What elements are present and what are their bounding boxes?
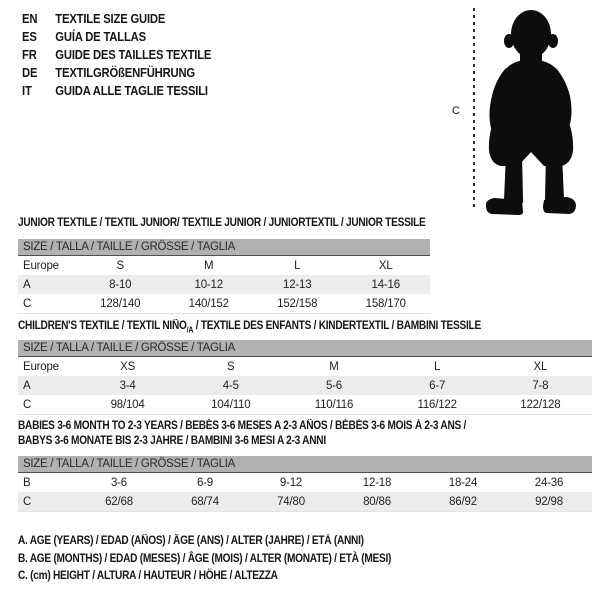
toddler-silhouette-icon bbox=[478, 4, 600, 216]
size-cell: 9-12 bbox=[279, 476, 303, 489]
row-label: A bbox=[18, 275, 76, 294]
size-cell: L bbox=[434, 360, 441, 373]
table-row-age bbox=[18, 275, 430, 294]
row-label: C bbox=[23, 297, 32, 310]
legend-footnotes bbox=[18, 533, 391, 586]
section-title-babies bbox=[18, 419, 466, 449]
size-cell: 6-9 bbox=[196, 476, 214, 489]
size-cell: S bbox=[227, 360, 235, 373]
size-cell: 80/86 bbox=[334, 492, 420, 511]
table-row-height bbox=[18, 492, 592, 511]
size-cell: M bbox=[329, 360, 339, 373]
children-size-table bbox=[18, 340, 592, 415]
size-cell: 24-36 bbox=[534, 476, 564, 489]
language-label: TEXTILGRÖßENFÜHRUNG bbox=[55, 66, 196, 80]
section-title-junior: JUNIOR TEXTILE / TEXTIL JUNIOR/ TEXTILE JUNIOR / JUNIORTEXTIL / JUNIOR TESSILE bbox=[18, 217, 426, 229]
babies-size-grid bbox=[18, 473, 592, 511]
row-label: Europe bbox=[23, 259, 59, 272]
size-cell: 104/110 bbox=[211, 398, 251, 411]
size-cell: XL bbox=[533, 360, 548, 373]
language-code: DE bbox=[22, 66, 38, 80]
row-label: C bbox=[23, 398, 32, 411]
language-code: EN bbox=[22, 12, 38, 26]
language-title-fr bbox=[22, 46, 211, 64]
table-row-age-months bbox=[18, 473, 592, 492]
size-cell: XS bbox=[120, 360, 136, 373]
language-title-es bbox=[22, 28, 211, 46]
language-code: IT bbox=[22, 84, 32, 98]
size-cell: 12-18 bbox=[362, 476, 392, 489]
size-cell: 5-6 bbox=[282, 376, 385, 395]
title-subscript: /A bbox=[186, 325, 194, 335]
row-label: C bbox=[18, 492, 76, 511]
size-cell: 18-24 bbox=[448, 476, 478, 489]
row-label: Europe bbox=[23, 360, 59, 373]
table-row-europe bbox=[18, 256, 430, 275]
size-cell: 6-7 bbox=[386, 376, 489, 395]
section-title-children bbox=[18, 319, 481, 337]
title-line-2: BABYS 3-6 MONATE BIS 2-3 JAHRE / BAMBINI 3-6 MESI A 2-3 ANNI bbox=[18, 435, 326, 447]
language-label: TEXTILE SIZE GUIDE bbox=[55, 12, 166, 26]
size-cell: 128/140 bbox=[100, 297, 141, 310]
size-cell: 3-4 bbox=[76, 376, 179, 395]
size-header-bar: SIZE / TALLA / TAILLE / GRÖSSE / TAGLIA bbox=[18, 340, 592, 357]
babies-size-table bbox=[18, 456, 592, 512]
table-row-height bbox=[18, 395, 592, 414]
size-cell: 68/74 bbox=[162, 492, 248, 511]
size-cell: 3-6 bbox=[110, 476, 128, 489]
size-cell: 12-13 bbox=[253, 275, 342, 294]
row-label: B bbox=[23, 476, 31, 489]
size-cell: 4-5 bbox=[179, 376, 282, 395]
table-row-height bbox=[18, 294, 430, 313]
language-title-list bbox=[22, 10, 211, 100]
children-size-grid bbox=[18, 357, 592, 414]
table-row-age bbox=[18, 376, 592, 395]
language-code: ES bbox=[22, 30, 37, 44]
language-code: FR bbox=[22, 48, 37, 62]
footnote-c: C. (cm) HEIGHT / ALTURA / HAUTEUR / HÖHE / ALTEZZA bbox=[18, 570, 278, 582]
language-label: GUÍA DE TALLAS bbox=[55, 30, 146, 44]
table-row-europe bbox=[18, 357, 592, 376]
language-label: GUIDE DES TAILLES TEXTILE bbox=[55, 48, 212, 62]
language-title-de bbox=[22, 64, 211, 82]
size-cell: XL bbox=[378, 259, 393, 272]
size-cell: L bbox=[294, 259, 301, 272]
size-cell: 98/104 bbox=[110, 398, 145, 411]
size-cell: 10-12 bbox=[165, 275, 254, 294]
row-label: A bbox=[18, 376, 76, 395]
language-title-en bbox=[22, 10, 211, 28]
size-cell: 92/98 bbox=[506, 492, 592, 511]
size-cell: 62/68 bbox=[76, 492, 162, 511]
size-cell: 86/92 bbox=[420, 492, 506, 511]
size-cell: 158/170 bbox=[365, 297, 406, 310]
size-cell: 110/116 bbox=[314, 398, 354, 411]
title-text: CHILDREN'S TEXTILE / TEXTIL NIÑO bbox=[18, 320, 187, 332]
language-label: GUIDA ALLE TAGLIE TESSILI bbox=[55, 84, 208, 98]
size-cell: 152/158 bbox=[277, 297, 318, 310]
size-cell: 140/152 bbox=[188, 297, 229, 310]
junior-size-table bbox=[18, 239, 430, 314]
size-header-bar: SIZE / TALLA / TAILLE / GRÖSSE / TAGLIA bbox=[18, 239, 430, 256]
title-line-1: BABIES 3-6 MONTH TO 2-3 YEARS / BEBÉS 3-6 MESES A 2-3 AÑOS / BÉBÉS 3-6 MOIS À 2-3 ANS / bbox=[18, 420, 467, 432]
size-cell: 7-8 bbox=[489, 376, 592, 395]
size-cell: S bbox=[116, 259, 124, 272]
size-cell: 116/122 bbox=[417, 398, 457, 411]
title-text: / TEXTILE DES ENFANTS / KINDERTEXTIL / BAMBINI TESSILE bbox=[193, 320, 481, 332]
size-cell: M bbox=[204, 259, 214, 272]
size-cell: 8-10 bbox=[76, 275, 165, 294]
size-cell: 74/80 bbox=[248, 492, 334, 511]
footnote-a: A. AGE (YEARS) / EDAD (AÑOS) / ÂGE (ANS) / ALTER (JAHRE) / ETÀ (ANNI) bbox=[18, 535, 364, 547]
height-measure-dashed-line bbox=[473, 8, 475, 207]
language-title-it bbox=[22, 82, 211, 100]
height-measure-label: C bbox=[452, 105, 460, 117]
size-cell: 14-16 bbox=[342, 275, 431, 294]
size-cell: 122/128 bbox=[520, 398, 561, 411]
junior-size-grid bbox=[18, 256, 430, 313]
footnote-b: B. AGE (MONTHS) / EDAD (MESES) / ÂGE (MOIS) / ALTER (MONATE) / ETÀ (MESI) bbox=[18, 552, 392, 565]
size-header-bar: SIZE / TALLA / TAILLE / GRÖSSE / TAGLIA bbox=[18, 456, 592, 473]
